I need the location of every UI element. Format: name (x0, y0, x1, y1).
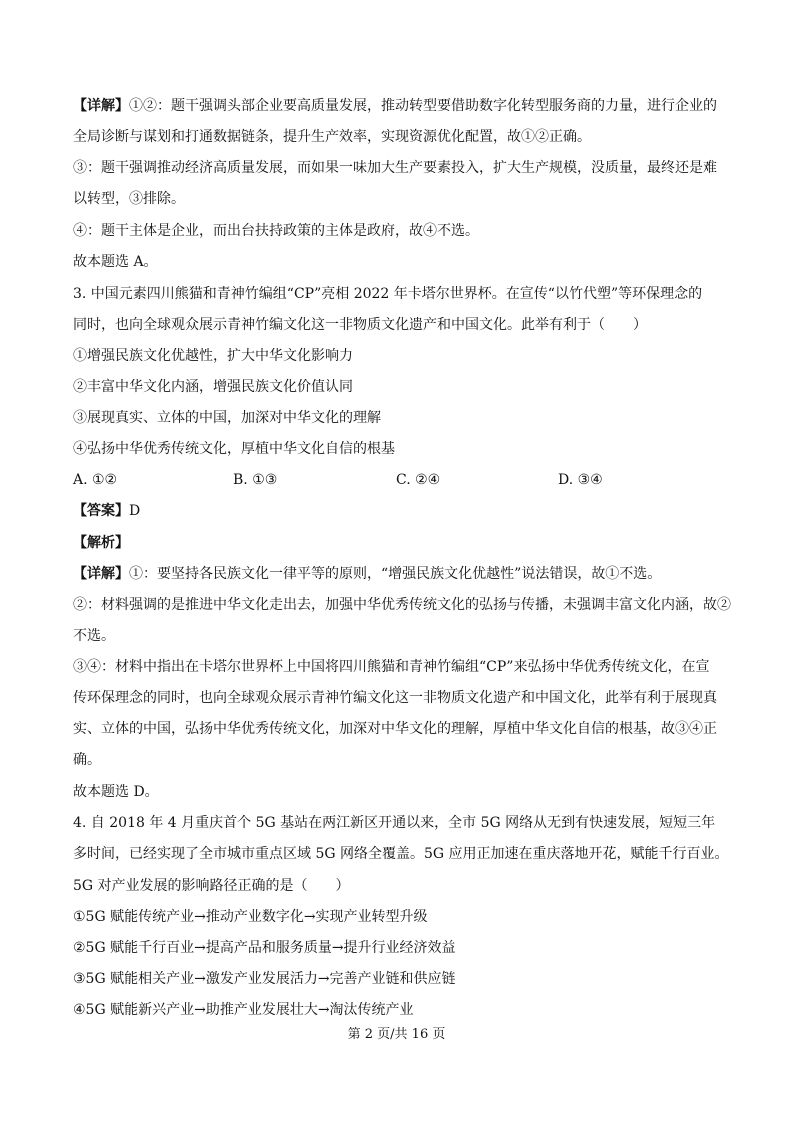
q4-item-4: ④5G 赋能新兴产业→助推产业发展壮大→淘汰传统产业 (73, 1002, 414, 1018)
q3-answer-line (73, 501, 723, 521)
q3-detail-line-6: 实、立体的中国，弘扬中华优秀传统文化，加深对中华文化的理解，厚植中华文化自信的根基，故③④正 (73, 721, 717, 737)
q3-option-b: B. ①③ (233, 472, 278, 488)
q3-item-2: ②丰富中华文化内涵，增强民族文化价值认同 (73, 379, 353, 395)
q3-item-1: ①增强民族文化优越性，扩大中华文化影响力 (73, 348, 353, 364)
q3-detail-line-5: 传环保理念的同时，也向全球观众展示青神竹编文化这一非物质文化遗产和中国文化，此举有利于展现真 (73, 690, 717, 706)
q4-stem-line-3: 5G 对产业发展的影响路径正确的是（ ） (73, 878, 350, 894)
q3-option-a: A. ①② (73, 472, 118, 488)
q2-detail-line-2: 全局诊断与谋划和打通数据链条，提升生产效率，实现资源优化配置，故①②正确。 (73, 129, 591, 145)
q3-detail-line-7: 确。 (73, 752, 101, 768)
q2-detail-line-1 (73, 96, 723, 116)
q3-conclusion: 故本题选 D。 (73, 784, 159, 800)
q4-stem-line-2: 多时间，已经实现了全市城市重点区域 5G 网络全覆盖。5G 应用正加速在重庆落地开花，赋能千行百业。 (73, 846, 729, 862)
q2-detail-line-4: 以转型，③排除。 (73, 191, 185, 207)
q4-item-2: ②5G 赋能千行百业→提高产品和服务质量→提升行业经济效益 (73, 940, 456, 956)
q3-item-3: ③展现真实、立体的中国，加深对中华文化的理解 (73, 410, 381, 426)
q3-stem-line-2: 同时，也向全球观众展示青神竹编文化这一非物质文化遗产和中国文化。此举有利于（ ） (73, 317, 647, 333)
q3-analysis-tag: 【解析】 (73, 535, 129, 551)
q3-item-4: ④弘扬中华优秀传统文化，厚植中华文化自信的根基 (73, 441, 395, 457)
q2-detail-line-3: ③：题干强调推动经济高质量发展，而如果一味加大生产要素投入，扩大生产规模，没质量，最终还是难 (73, 160, 717, 176)
q3-stem-line-1: 3. 中国元素四川熊猫和青神竹编组“CP”亮相 2022 年卡塔尔世界杯。在宣传“以竹代塑”等环保理念的 (73, 286, 703, 302)
page-number-footer: 第 2 页/共 16 页 (347, 1027, 446, 1042)
q2-conclusion: 故本题选 A。 (73, 254, 158, 270)
q4-stem-line-1: 4. 自 2018 年 4 月重庆首个 5G 基站在两江新区开通以来，全市 5G 网络从无到有快速发展，短短三年 (73, 815, 716, 831)
q3-detail-line-4: ③④：材料中指出在卡塔尔世界杯上中国将四川熊猫和青神竹编组“CP”来弘扬中华优秀传统文化，在宣 (73, 659, 710, 675)
q3-option-c: C. ②④ (396, 472, 441, 488)
q4-item-3: ③5G 赋能相关产业→激发产业发展活力→完善产业链和供应链 (73, 971, 456, 987)
text: ①②：题干强调头部企业要高质量发展，推动转型要借助数字化转型服务商的力量，进行企业的 (129, 98, 717, 114)
q3-detail-line-1 (73, 564, 723, 584)
detail-tag: 【详解】 (73, 98, 129, 114)
q3-detail-line-2: ②：材料强调的是推进中华文化走出去，加强中华优秀传统文化的弘扬与传播，未强调丰富文化内涵，故② (73, 597, 731, 613)
detail-tag: 【详解】 (73, 566, 129, 582)
q3-detail-line-3: 不选。 (73, 628, 115, 644)
answer-value: D (129, 503, 141, 519)
q3-option-d: D. ③④ (558, 472, 603, 488)
text: ①：要坚持各民族文化一律平等的原则，“增强民族文化优越性”说法错误，故①不选。 (129, 566, 662, 582)
q2-detail-line-5: ④：题干主体是企业，而出台扶持政策的主体是政府，故④不选。 (73, 223, 479, 239)
answer-tag: 【答案】 (73, 503, 129, 519)
q4-item-1: ①5G 赋能传统产业→推动产业数字化→实现产业转型升级 (73, 909, 428, 925)
